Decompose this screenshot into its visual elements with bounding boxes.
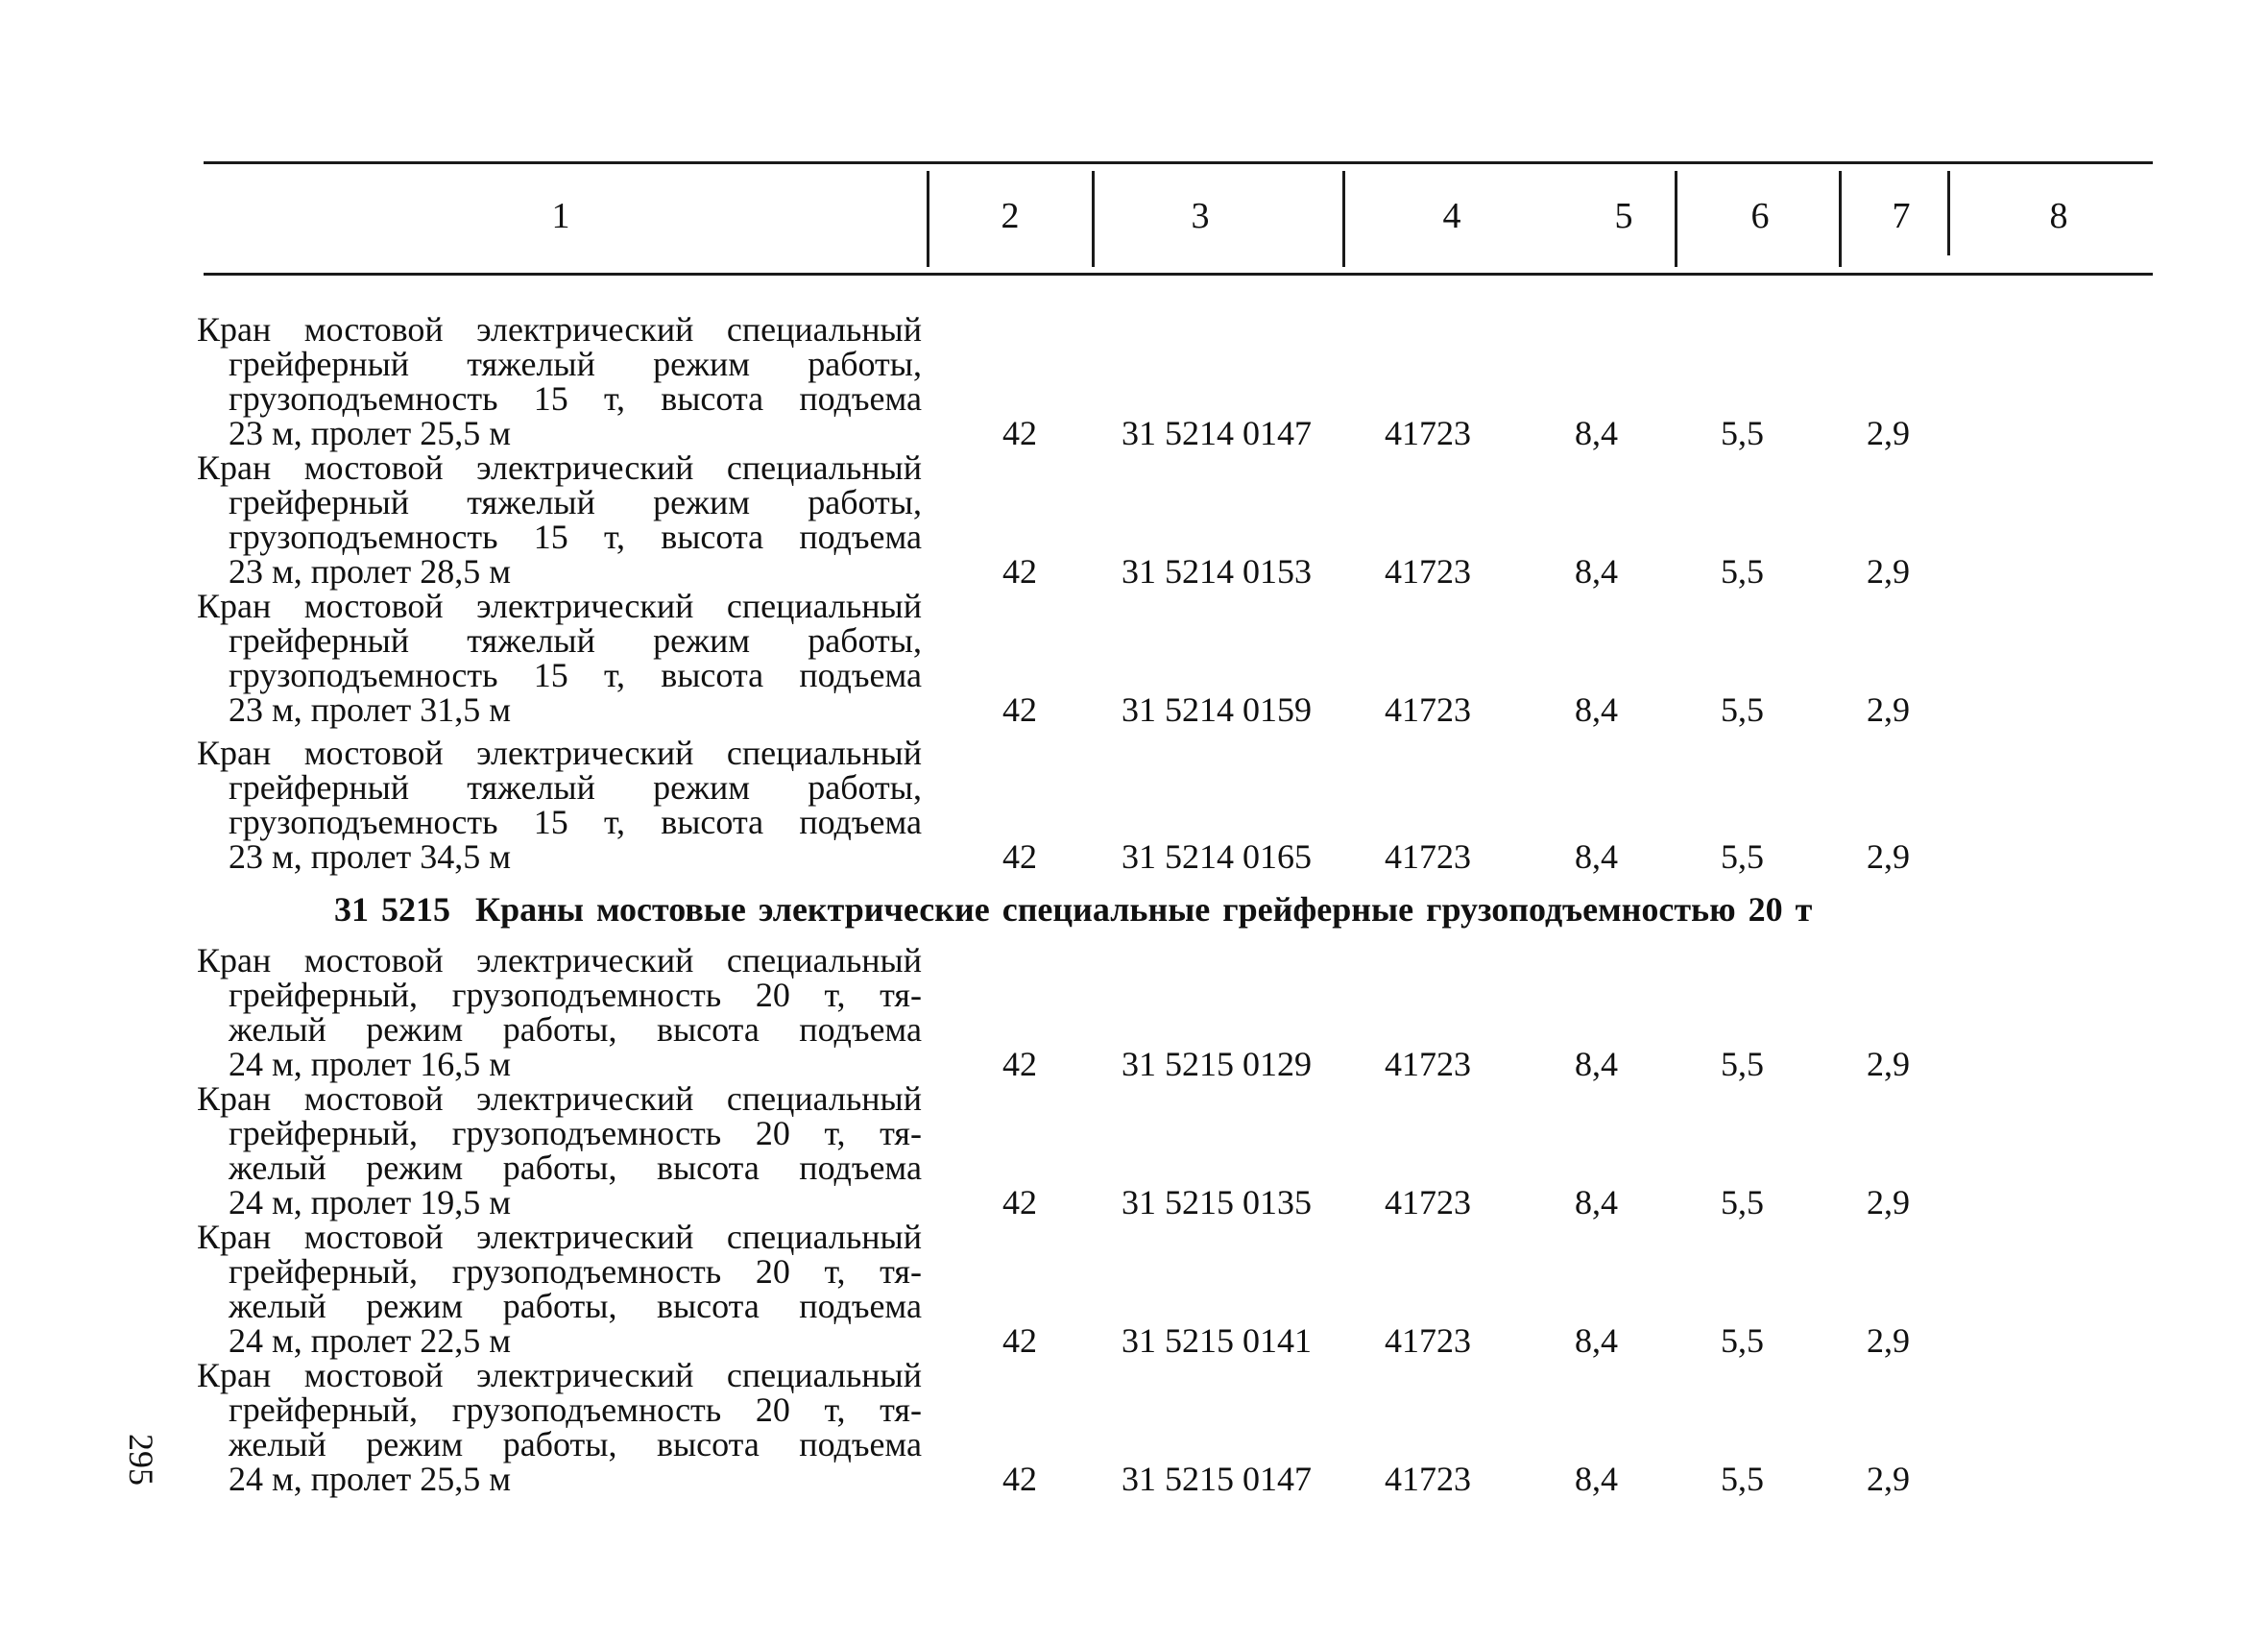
description-word: высота bbox=[656, 1287, 760, 1325]
column-header-6: 6 bbox=[1750, 196, 1770, 236]
cell-col2: 42 bbox=[1002, 1045, 1037, 1083]
description-word: подъема bbox=[799, 1148, 922, 1187]
description-word: работы, bbox=[502, 1425, 617, 1463]
description-line bbox=[197, 1254, 922, 1289]
description-line bbox=[197, 943, 922, 978]
cell-col4: 41723 bbox=[1385, 1045, 1471, 1083]
description-line bbox=[197, 1358, 922, 1392]
description-word: Кран bbox=[197, 587, 272, 625]
description-word: режим bbox=[653, 345, 751, 383]
description-word: мостовой bbox=[303, 941, 444, 979]
description-word: грузоподъемность bbox=[229, 518, 498, 556]
description-word: высота bbox=[661, 379, 764, 418]
description-word: специальный bbox=[726, 734, 922, 772]
description-word: грейферный, bbox=[229, 1252, 419, 1291]
description-word: высота bbox=[661, 656, 764, 694]
cell-col7: 2,9 bbox=[1867, 690, 1910, 729]
description-word: тя- bbox=[880, 1114, 922, 1152]
description-word: Кран bbox=[197, 1079, 272, 1118]
description-line bbox=[197, 347, 922, 381]
description-line bbox=[197, 1081, 922, 1116]
description-word: грузоподъемность bbox=[451, 976, 722, 1014]
cell-col3: 31 5214 0147 bbox=[1122, 414, 1312, 452]
header-separator bbox=[1092, 171, 1095, 267]
description-line: 24 м, пролет 16,5 м bbox=[229, 1045, 512, 1083]
description-word: грузоподъемность bbox=[229, 656, 498, 694]
description-line: 23 м, пролет 28,5 м bbox=[229, 552, 512, 591]
description-word: режим bbox=[366, 1425, 464, 1463]
cell-col5: 8,4 bbox=[1575, 552, 1618, 591]
page-number: 295 bbox=[122, 1434, 160, 1486]
description-word: электрический bbox=[476, 587, 694, 625]
description-word: специальный bbox=[726, 310, 922, 349]
cell-col4: 41723 bbox=[1385, 1183, 1471, 1221]
description-word: т, bbox=[603, 518, 626, 556]
column-header-2: 2 bbox=[1001, 196, 1020, 236]
section-heading bbox=[334, 890, 1812, 929]
description-line bbox=[197, 978, 922, 1012]
description-line: 23 м, пролет 34,5 м bbox=[229, 837, 512, 876]
cell-col6: 5,5 bbox=[1721, 690, 1764, 729]
description-word: 15 bbox=[533, 656, 568, 694]
cell-col5: 8,4 bbox=[1575, 837, 1618, 876]
description-word: грейферный, bbox=[229, 1390, 419, 1429]
description-word: грузоподъемность bbox=[229, 379, 498, 418]
description-line bbox=[197, 1289, 922, 1323]
description-word: тяжелый bbox=[467, 483, 595, 521]
description-word: подъема bbox=[799, 1010, 922, 1049]
description-word: режим bbox=[653, 483, 751, 521]
description-word: желый bbox=[229, 1287, 326, 1325]
description-word: режим bbox=[366, 1010, 464, 1049]
description-word: мостовой bbox=[303, 448, 444, 487]
description-line bbox=[197, 1116, 922, 1150]
description-word: Кран bbox=[197, 310, 272, 349]
cell-col3: 31 5214 0159 bbox=[1122, 690, 1312, 729]
description-line bbox=[197, 381, 922, 416]
description-word: электрический bbox=[476, 1356, 694, 1394]
section-title: Краны мостовые электрические специальные грейферные грузоподъемностью 20 т bbox=[475, 890, 1813, 929]
description-word: тя- bbox=[880, 1252, 922, 1291]
description-line bbox=[197, 623, 922, 658]
description-line: 24 м, пролет 22,5 м bbox=[229, 1321, 512, 1360]
description-word: мостовой bbox=[303, 734, 444, 772]
cell-col4: 41723 bbox=[1385, 1321, 1471, 1360]
description-word: 15 bbox=[533, 379, 568, 418]
description-word: грейферный bbox=[229, 483, 410, 521]
cell-col3: 31 5215 0147 bbox=[1122, 1460, 1312, 1498]
cell-col3: 31 5215 0129 bbox=[1122, 1045, 1312, 1083]
description-line bbox=[197, 1012, 922, 1047]
description-word: т, bbox=[824, 1252, 846, 1291]
description-line bbox=[197, 485, 922, 520]
header-separator bbox=[1839, 171, 1842, 267]
description-word: желый bbox=[229, 1425, 326, 1463]
description-word: подъема bbox=[799, 379, 922, 418]
cell-col6: 5,5 bbox=[1721, 1460, 1764, 1498]
description-word: т, bbox=[603, 803, 626, 841]
column-header-4: 4 bbox=[1442, 196, 1461, 236]
description-word: режим bbox=[366, 1287, 464, 1325]
description-line bbox=[197, 1392, 922, 1427]
description-word: работы, bbox=[808, 483, 922, 521]
row-description bbox=[197, 1081, 922, 1220]
cell-col2: 42 bbox=[1002, 837, 1037, 876]
cell-col4: 41723 bbox=[1385, 1460, 1471, 1498]
description-word: т, bbox=[603, 379, 626, 418]
description-word: работы, bbox=[808, 768, 922, 807]
description-word: грейферный, bbox=[229, 1114, 419, 1152]
cell-col7: 2,9 bbox=[1867, 552, 1910, 591]
header-separator bbox=[927, 171, 929, 267]
description-word: тяжелый bbox=[467, 768, 595, 807]
column-header-8: 8 bbox=[2049, 196, 2068, 236]
description-word: мостовой bbox=[303, 310, 444, 349]
description-word: мостовой bbox=[303, 1218, 444, 1256]
cell-col7: 2,9 bbox=[1867, 1183, 1910, 1221]
description-word: 15 bbox=[533, 803, 568, 841]
description-word: высота bbox=[656, 1148, 760, 1187]
description-word: т, bbox=[824, 1114, 846, 1152]
description-line bbox=[197, 312, 922, 347]
description-word: режим bbox=[366, 1148, 464, 1187]
cell-col5: 8,4 bbox=[1575, 690, 1618, 729]
column-header-3: 3 bbox=[1191, 196, 1210, 236]
description-word: грузоподъемность bbox=[451, 1390, 722, 1429]
cell-col7: 2,9 bbox=[1867, 1321, 1910, 1360]
description-line bbox=[197, 450, 922, 485]
row-description bbox=[197, 1220, 922, 1358]
cell-col6: 5,5 bbox=[1721, 1321, 1764, 1360]
description-word: грузоподъемность bbox=[229, 803, 498, 841]
cell-col3: 31 5214 0165 bbox=[1122, 837, 1312, 876]
cell-col6: 5,5 bbox=[1721, 837, 1764, 876]
description-word: высота bbox=[656, 1425, 760, 1463]
description-line bbox=[197, 736, 922, 770]
description-word: грейферный bbox=[229, 345, 410, 383]
description-word: подъема bbox=[799, 518, 922, 556]
description-word: грузоподъемность bbox=[451, 1114, 722, 1152]
cell-col2: 42 bbox=[1002, 552, 1037, 591]
description-word: 20 bbox=[755, 1114, 790, 1152]
description-word: электрический bbox=[476, 941, 694, 979]
description-line bbox=[197, 770, 922, 805]
cell-col6: 5,5 bbox=[1721, 1183, 1764, 1221]
description-word: режим bbox=[653, 621, 751, 660]
description-word: режим bbox=[653, 768, 751, 807]
description-word: мостовой bbox=[303, 1356, 444, 1394]
cell-col5: 8,4 bbox=[1575, 1045, 1618, 1083]
cell-col5: 8,4 bbox=[1575, 1321, 1618, 1360]
description-line bbox=[197, 805, 922, 839]
description-word: грейферный bbox=[229, 768, 410, 807]
header-separator bbox=[1947, 171, 1950, 255]
cell-col2: 42 bbox=[1002, 1183, 1037, 1221]
row-description bbox=[197, 589, 922, 727]
description-line: 23 м, пролет 31,5 м bbox=[229, 690, 512, 729]
description-word: подъема bbox=[799, 1425, 922, 1463]
description-word: электрический bbox=[476, 310, 694, 349]
description-word: электрический bbox=[476, 448, 694, 487]
description-word: работы, bbox=[502, 1148, 617, 1187]
header-separator bbox=[1675, 171, 1677, 267]
description-word: Кран bbox=[197, 448, 272, 487]
column-header-1: 1 bbox=[551, 196, 570, 236]
description-word: работы, bbox=[502, 1287, 617, 1325]
column-header-5: 5 bbox=[1614, 196, 1633, 236]
description-line bbox=[197, 658, 922, 692]
row-description bbox=[197, 312, 922, 450]
header-bottom-rule bbox=[204, 273, 2153, 276]
description-word: грейферный, bbox=[229, 976, 419, 1014]
description-line bbox=[197, 589, 922, 623]
description-word: желый bbox=[229, 1010, 326, 1049]
description-word: 20 bbox=[755, 1252, 790, 1291]
description-word: подъема bbox=[799, 656, 922, 694]
description-word: высота bbox=[661, 518, 764, 556]
description-word: т, bbox=[824, 1390, 846, 1429]
cell-col6: 5,5 bbox=[1721, 414, 1764, 452]
description-word: Кран bbox=[197, 1218, 272, 1256]
section-code: 31 5215 bbox=[334, 890, 450, 929]
cell-col6: 5,5 bbox=[1721, 552, 1764, 591]
description-line bbox=[197, 1150, 922, 1185]
description-word: электрический bbox=[476, 1218, 694, 1256]
description-word: работы, bbox=[808, 621, 922, 660]
cell-col3: 31 5215 0141 bbox=[1122, 1321, 1312, 1360]
cell-col4: 41723 bbox=[1385, 837, 1471, 876]
description-word: мостовой bbox=[303, 587, 444, 625]
row-description bbox=[197, 736, 922, 874]
description-word: подъема bbox=[799, 1287, 922, 1325]
cell-col5: 8,4 bbox=[1575, 1183, 1618, 1221]
row-description bbox=[197, 943, 922, 1081]
cell-col4: 41723 bbox=[1385, 414, 1471, 452]
cell-col2: 42 bbox=[1002, 414, 1037, 452]
description-word: специальный bbox=[726, 941, 922, 979]
description-word: электрический bbox=[476, 734, 694, 772]
description-word: специальный bbox=[726, 587, 922, 625]
description-word: т, bbox=[824, 976, 846, 1014]
description-word: желый bbox=[229, 1148, 326, 1187]
description-word: Кран bbox=[197, 734, 272, 772]
description-word: грузоподъемность bbox=[451, 1252, 722, 1291]
cell-col4: 41723 bbox=[1385, 552, 1471, 591]
cell-col3: 31 5214 0153 bbox=[1122, 552, 1312, 591]
description-word: тяжелый bbox=[467, 621, 595, 660]
description-word: Кран bbox=[197, 941, 272, 979]
cell-col5: 8,4 bbox=[1575, 414, 1618, 452]
row-description bbox=[197, 450, 922, 589]
description-word: грейферный bbox=[229, 621, 410, 660]
description-word: работы, bbox=[808, 345, 922, 383]
description-word: специальный bbox=[726, 1356, 922, 1394]
description-word: работы, bbox=[502, 1010, 617, 1049]
description-word: тя- bbox=[880, 976, 922, 1014]
cell-col4: 41723 bbox=[1385, 690, 1471, 729]
description-line bbox=[197, 1220, 922, 1254]
column-header-7: 7 bbox=[1892, 196, 1911, 236]
description-word: 20 bbox=[755, 976, 790, 1014]
cell-col7: 2,9 bbox=[1867, 1045, 1910, 1083]
description-word: специальный bbox=[726, 1079, 922, 1118]
header-top-rule bbox=[204, 161, 2153, 164]
description-word: тя- bbox=[880, 1390, 922, 1429]
cell-col7: 2,9 bbox=[1867, 1460, 1910, 1498]
cell-col2: 42 bbox=[1002, 1321, 1037, 1360]
cell-col6: 5,5 bbox=[1721, 1045, 1764, 1083]
description-word: 20 bbox=[755, 1390, 790, 1429]
description-word: тяжелый bbox=[467, 345, 595, 383]
description-word: т, bbox=[603, 656, 626, 694]
description-word: мостовой bbox=[303, 1079, 444, 1118]
cell-col7: 2,9 bbox=[1867, 414, 1910, 452]
cell-col7: 2,9 bbox=[1867, 837, 1910, 876]
description-line bbox=[197, 520, 922, 554]
row-description bbox=[197, 1358, 922, 1496]
description-line: 23 м, пролет 25,5 м bbox=[229, 414, 512, 452]
description-word: специальный bbox=[726, 448, 922, 487]
description-word: подъема bbox=[799, 803, 922, 841]
description-word: специальный bbox=[726, 1218, 922, 1256]
cell-col2: 42 bbox=[1002, 1460, 1037, 1498]
description-word: высота bbox=[661, 803, 764, 841]
cell-col5: 8,4 bbox=[1575, 1460, 1618, 1498]
description-word: 15 bbox=[533, 518, 568, 556]
description-word: электрический bbox=[476, 1079, 694, 1118]
description-line bbox=[197, 1427, 922, 1462]
description-word: высота bbox=[656, 1010, 760, 1049]
header-separator bbox=[1342, 171, 1345, 267]
cell-col2: 42 bbox=[1002, 690, 1037, 729]
description-word: Кран bbox=[197, 1356, 272, 1394]
description-line: 24 м, пролет 19,5 м bbox=[229, 1183, 512, 1221]
cell-col3: 31 5215 0135 bbox=[1122, 1183, 1312, 1221]
description-line: 24 м, пролет 25,5 м bbox=[229, 1460, 512, 1498]
